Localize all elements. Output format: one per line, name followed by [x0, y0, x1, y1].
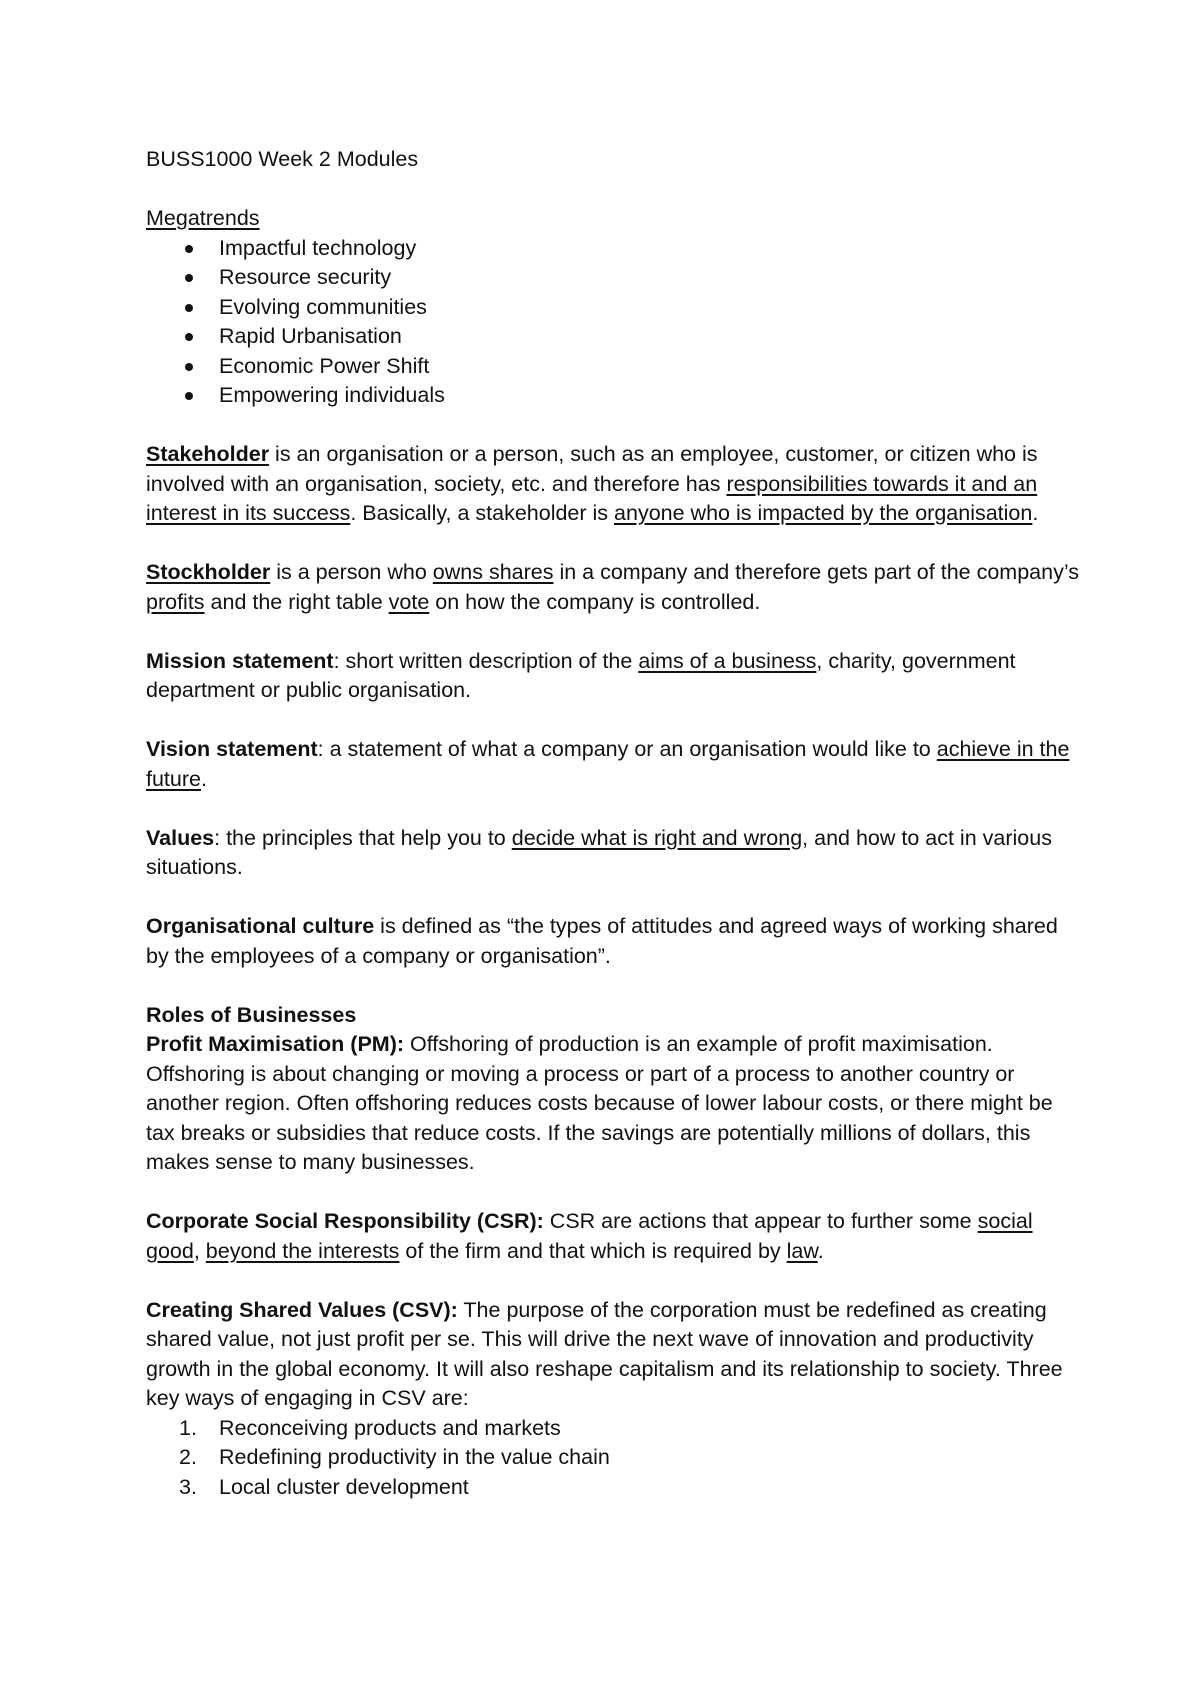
- text-run: of the firm and that which is required by: [399, 1238, 787, 1263]
- list-number: 3.: [179, 1474, 197, 1499]
- list-item-label: Redefining productivity in the value chain: [219, 1445, 610, 1469]
- culture-term: Organisational culture: [146, 914, 375, 938]
- csv-paragraph: [146, 1296, 1080, 1414]
- list-item-label: Local cluster development: [219, 1474, 469, 1499]
- values-term: Values: [146, 825, 215, 850]
- stakeholder-paragraph: [146, 440, 1080, 529]
- text-run: is defined as “the types of attitudes and agreed ways of working shared by the employees of a company or organisation”.: [146, 914, 1058, 968]
- underlined-text: aims of a business: [638, 648, 817, 673]
- underlined-text: achieve in the future: [146, 737, 1070, 791]
- text-run: : the principles that help you to: [214, 825, 512, 850]
- csr-term: Corporate Social Responsibility (CSR):: [146, 1209, 544, 1233]
- stockholder-paragraph: [146, 558, 1080, 617]
- mission-paragraph: [146, 647, 1080, 706]
- text-run: .: [1032, 501, 1039, 525]
- list-item: Economic Power Shift: [219, 352, 1080, 382]
- underlined-text: law: [786, 1238, 818, 1263]
- text-run: .: [200, 766, 207, 791]
- pm-paragraph: [146, 1030, 1080, 1178]
- text-run: : a statement of what a company or an organisation would like to: [317, 737, 937, 761]
- values-paragraph: [146, 824, 1080, 883]
- underlined-text: responsibilities towards it and an interest in its success: [146, 471, 1038, 525]
- pm-term: Profit Maximisation (PM):: [146, 1032, 405, 1056]
- text-run: on how the company is controlled.: [429, 589, 761, 614]
- text-run: : short written description of the: [333, 648, 639, 673]
- underlined-text: social good: [146, 1209, 1033, 1263]
- list-number: 1.: [179, 1415, 197, 1440]
- text-run: is a person who: [270, 560, 433, 584]
- csr-paragraph: [146, 1207, 1080, 1266]
- csv-list: [146, 1414, 1080, 1503]
- culture-paragraph: [146, 912, 1080, 971]
- list-item: Resource security: [219, 263, 1080, 293]
- text-run: , charity, government department or public organisation.: [146, 648, 1016, 702]
- text-run: and the right table: [204, 589, 389, 614]
- list-item: Rapid Urbanisation: [219, 322, 1080, 352]
- text-run: . Basically, a stakeholder is: [350, 501, 615, 525]
- list-item: [179, 1473, 1080, 1503]
- text-run: in a company and therefore gets part of the company’s: [553, 560, 1079, 584]
- document-title: BUSS1000 Week 2 Modules: [146, 147, 419, 171]
- text-run: .: [817, 1238, 824, 1263]
- vision-paragraph: [146, 735, 1080, 794]
- underlined-text: anyone who is impacted by the organisation: [614, 501, 1033, 525]
- list-item: Evolving communities: [219, 293, 1080, 323]
- text-run: ,: [193, 1238, 206, 1263]
- megatrends-list: [146, 234, 1080, 411]
- text-run: Offshoring of production is an example of profit maximisation. Offshoring is about changing or moving a process or part of a process to another country or another region. Often offshoring reduces costs because of lower labour costs, or there might be tax breaks or subsidies that reduce costs. If the savings are potentially millions of dollars, this makes sense to many businesses.: [146, 1032, 1053, 1174]
- underlined-text: profits: [146, 589, 205, 614]
- vision-term: Vision statement: [146, 737, 318, 761]
- stockholder-term: Stockholder: [146, 560, 271, 584]
- underlined-text: vote: [388, 589, 430, 614]
- megatrends-heading: Megatrends: [146, 206, 260, 230]
- underlined-text: owns shares: [432, 560, 554, 584]
- underlined-text: decide what is right and wrong: [511, 825, 803, 850]
- text-run: The purpose of the corporation must be redefined as creating shared value, not just profit per se. This will drive the next wave of innovation and productivity growth in the global economy. It will also reshape capitalism and its relationship to society. Three key ways of engaging in CSV are:: [146, 1297, 1063, 1410]
- stakeholder-term: Stakeholder: [146, 442, 270, 466]
- list-item: [179, 1443, 1080, 1473]
- list-item: Impactful technology: [219, 234, 1080, 264]
- text-run: CSR are actions that appear to further some: [543, 1209, 978, 1233]
- list-item: Empowering individuals: [219, 381, 1080, 411]
- text-run: is an organisation or a person, such as an employee, customer, or citizen who is involved with an organisation, society, etc. and therefore has: [146, 442, 1038, 496]
- list-number: 2.: [179, 1445, 197, 1469]
- list-item-label: Reconceiving products and markets: [219, 1415, 561, 1440]
- csv-term: Creating Shared Values (CSV):: [146, 1297, 458, 1322]
- list-item: [179, 1414, 1080, 1444]
- mission-term: Mission statement: [146, 648, 334, 673]
- text-run: , and how to act in various situations.: [146, 825, 1052, 879]
- roles-heading: Roles of Businesses: [146, 1002, 357, 1027]
- underlined-text: beyond the interests: [205, 1238, 400, 1263]
